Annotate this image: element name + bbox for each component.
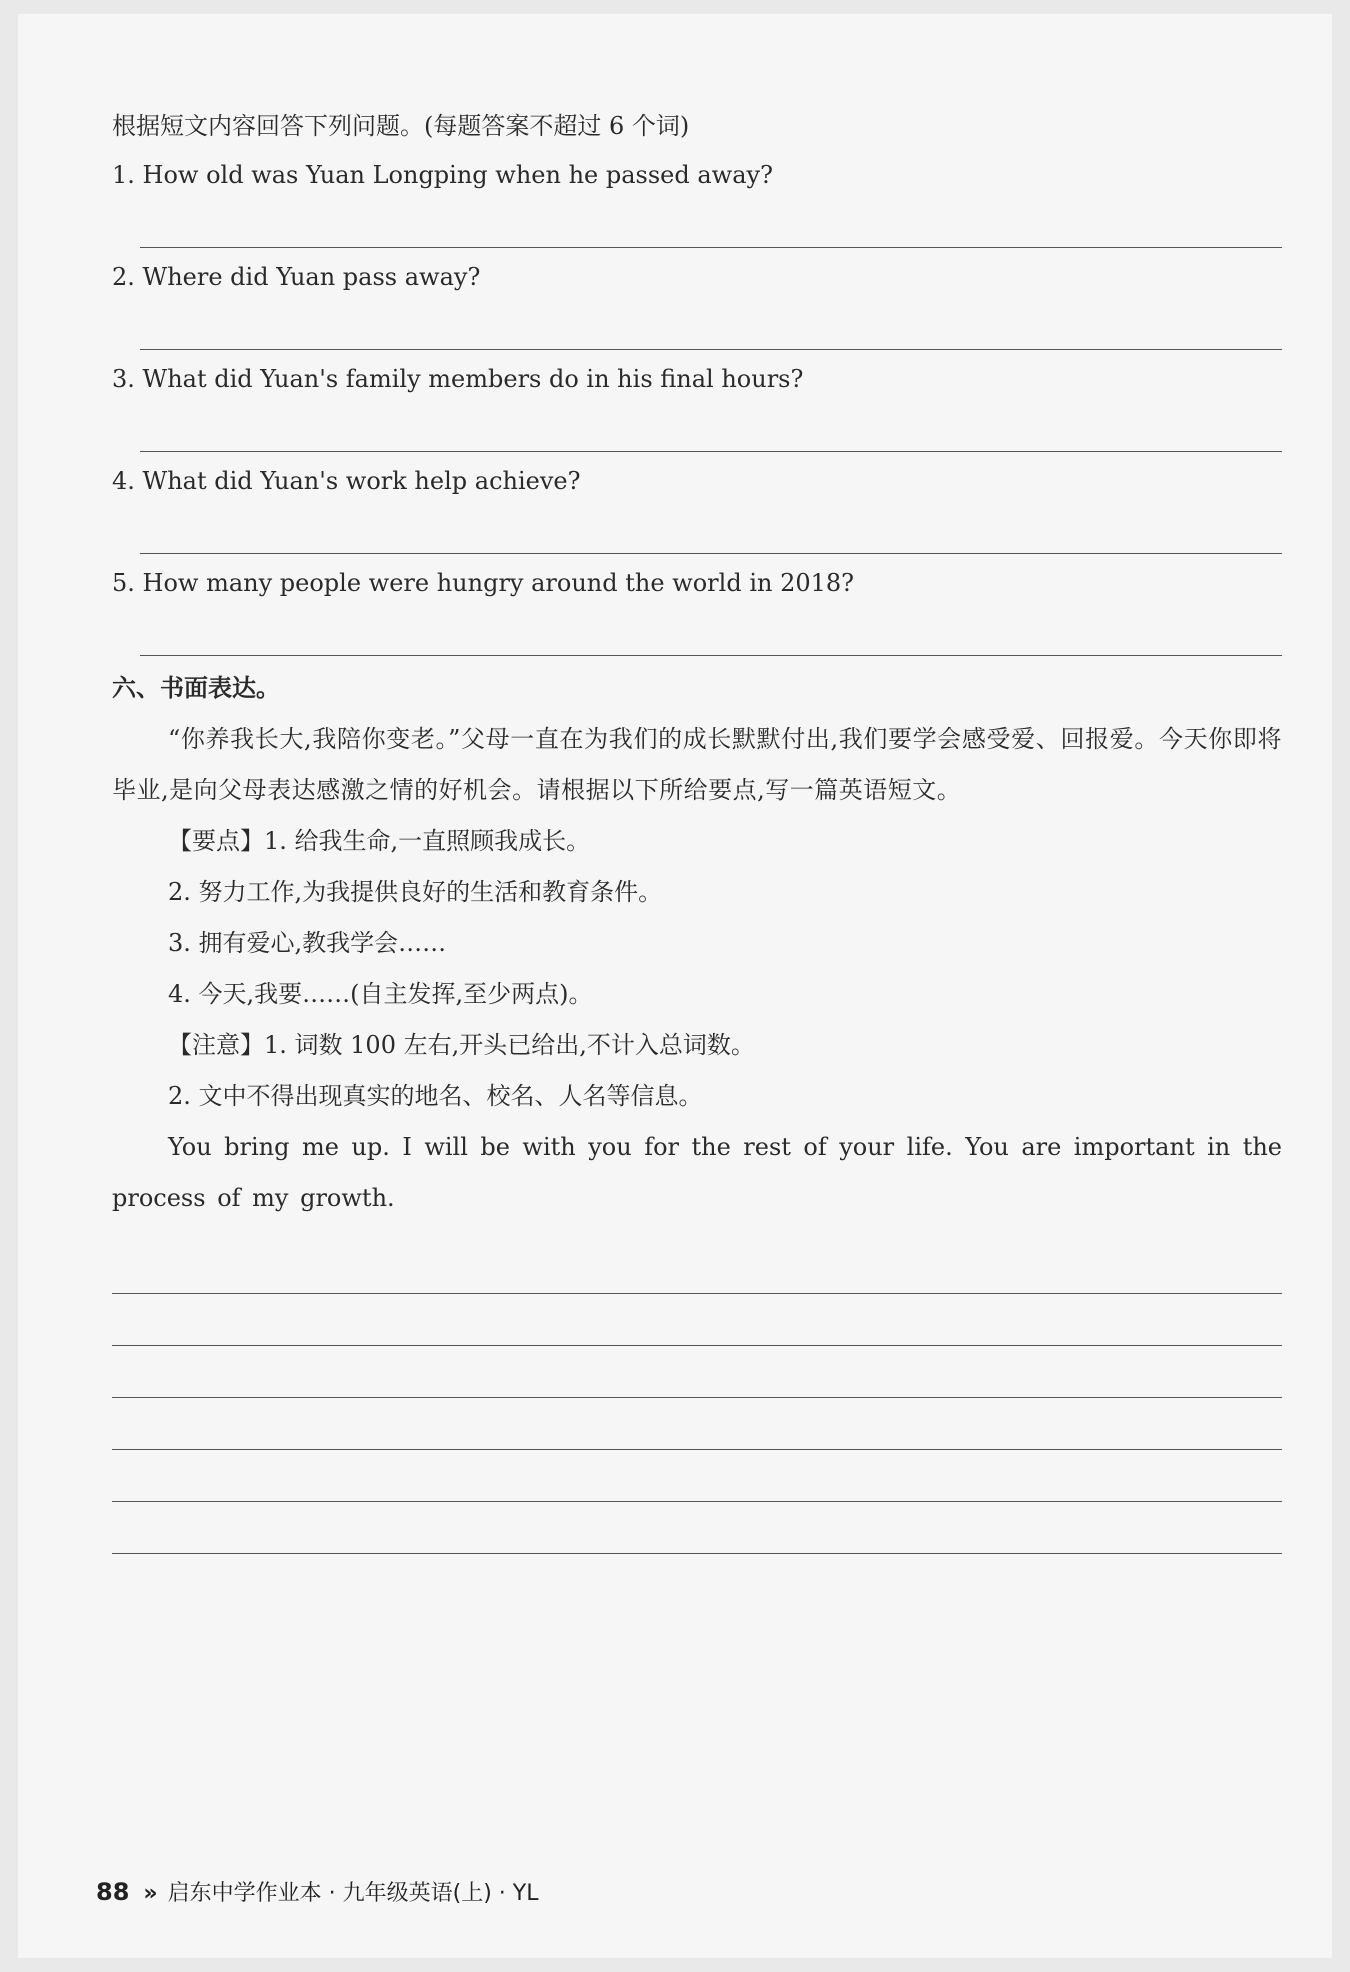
page-number: 88 — [96, 1878, 130, 1906]
key-point-4: 4. 今天,我要……(自主发挥,至少两点)。 — [168, 980, 593, 1008]
question-block-5 — [112, 558, 1282, 660]
reading-instruction: 根据短文内容回答下列问题。(每题答案不超过 6 个词) — [112, 112, 690, 140]
question-block-1 — [112, 150, 1282, 252]
writing-section-title: 六、书面表达。 — [112, 674, 280, 702]
essay-writing-area[interactable] — [112, 1242, 1282, 1554]
question-4: 4. What did Yuan's work help achieve? — [112, 467, 581, 495]
essay-opening: You bring me up. I will be with you for the rest of your life. You are important in the process of my growth. — [112, 1133, 1282, 1212]
key-point-2: 2. 努力工作,为我提供良好的生活和教育条件。 — [168, 878, 663, 906]
essay-line-2[interactable] — [112, 1294, 1282, 1346]
book-title: 启东中学作业本 · 九年级英语(上) · YL — [167, 1881, 539, 1906]
note-2: 2. 文中不得出现真实的地名、校名、人名等信息。 — [168, 1082, 703, 1110]
question-block-3 — [112, 354, 1282, 456]
answer-line-3[interactable] — [112, 404, 1282, 456]
answer-line-1[interactable] — [112, 200, 1282, 252]
question-block-2 — [112, 252, 1282, 354]
question-block-4 — [112, 456, 1282, 558]
essay-line-5[interactable] — [112, 1450, 1282, 1502]
workbook-page — [18, 14, 1332, 1958]
answer-line-5[interactable] — [112, 608, 1282, 660]
question-2: 2. Where did Yuan pass away? — [112, 263, 481, 291]
question-5: 5. How many people were hungry around the world in 2018? — [112, 569, 855, 597]
page-content — [112, 102, 1282, 1554]
key-point-1: 【要点】1. 给我生命,一直照顾我成长。 — [168, 827, 591, 855]
essay-line-4[interactable] — [112, 1398, 1282, 1450]
answer-line-2[interactable] — [112, 302, 1282, 354]
question-1: 1. How old was Yuan Longping when he passed away? — [112, 161, 773, 189]
question-3: 3. What did Yuan's family members do in his final hours? — [112, 365, 804, 393]
key-point-3: 3. 拥有爱心,教我学会…… — [168, 929, 447, 957]
writing-prompt: “你养我长大,我陪你变老。”父母一直在为我们的成长默默付出,我们要学会感受爱、回报爱。今天你即将毕业,是向父母表达感激之情的好机会。请根据以下所给要点,写一篇英语短文。 — [112, 725, 1282, 804]
essay-line-1[interactable] — [112, 1242, 1282, 1294]
chevron-right-icon: » — [143, 1881, 158, 1906]
essay-line-6[interactable] — [112, 1502, 1282, 1554]
essay-line-3[interactable] — [112, 1346, 1282, 1398]
note-1: 【注意】1. 词数 100 左右,开头已给出,不计入总词数。 — [168, 1031, 755, 1059]
answer-line-4[interactable] — [112, 506, 1282, 558]
page-footer — [96, 1876, 538, 1907]
